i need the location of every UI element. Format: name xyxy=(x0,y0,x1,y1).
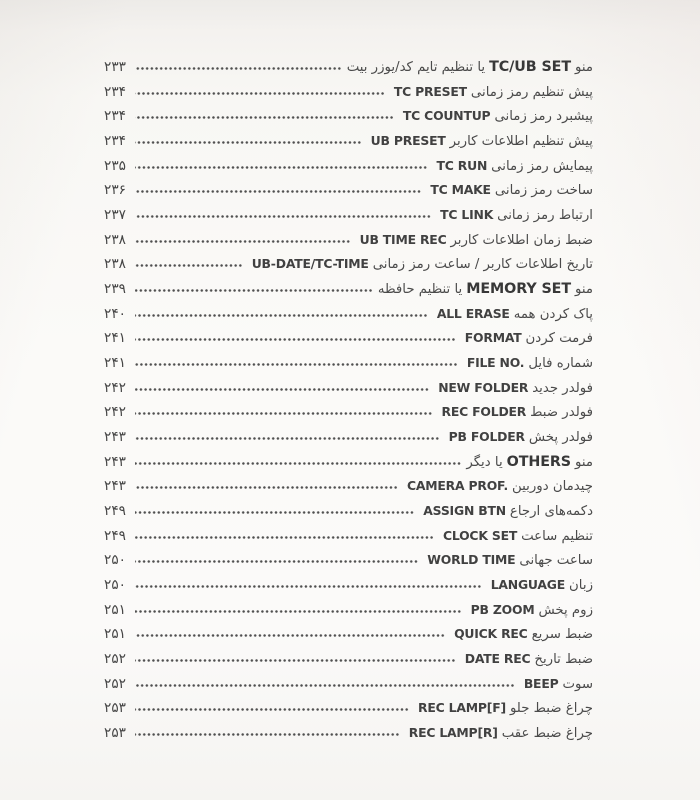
toc-entry-title xyxy=(426,177,593,204)
dot-leader xyxy=(135,165,428,170)
toc-entry-page-number: ۲۳۸ xyxy=(104,231,126,248)
dot-leader xyxy=(135,633,445,638)
toc-entry-page-number: ۲۴۹ xyxy=(104,503,126,520)
toc-entry xyxy=(99,202,593,227)
toc-entry-page-number: ۲۴۰ xyxy=(104,305,126,322)
toc-entry-title xyxy=(248,251,593,278)
toc-entry-page-number: ۲۴۳ xyxy=(104,429,126,446)
toc-entry-page-number: ۲۳۸ xyxy=(104,256,126,273)
toc-entry-term-en: REC LAMP[R] xyxy=(408,725,498,741)
dot-leader xyxy=(135,485,398,490)
toc-entry-term-en: TC LINK xyxy=(440,207,494,223)
toc-entry-prefix-fa: ارتباط رمز زمانی xyxy=(497,208,593,224)
dot-leader xyxy=(135,362,458,367)
toc-entry-title xyxy=(487,572,593,599)
toc-entry-prefix-fa: فولدر پخش xyxy=(528,430,593,446)
toc-entry-prefix-fa: پاک کردن همه xyxy=(513,306,593,322)
toc-entry-term-en: PB FOLDER xyxy=(448,429,525,445)
toc-entry-title xyxy=(405,720,593,747)
dot-leader xyxy=(135,66,342,71)
toc-entry-prefix-fa: سوت xyxy=(562,676,593,692)
dot-leader xyxy=(135,461,461,466)
toc-entry xyxy=(99,251,593,276)
toc-entry xyxy=(99,597,593,622)
toc-entry xyxy=(99,621,593,646)
toc-entry-page-number: ۲۳۵ xyxy=(104,157,126,174)
toc-entry-term-en: CAMERA PROF. xyxy=(406,478,509,494)
toc-entry-page-number: ۲۳۴ xyxy=(104,108,126,125)
toc-entry-term-en: BEEP xyxy=(523,675,559,691)
toc-entry-term-en: TC MAKE xyxy=(430,182,491,198)
toc-entry-title xyxy=(419,498,593,525)
toc-entry-title xyxy=(467,597,593,624)
toc-entry-term-en: UB TIME REC xyxy=(359,231,447,247)
toc-entry-title xyxy=(461,325,593,352)
toc-entry xyxy=(99,671,593,696)
toc-entry-prefix-fa: چراغ ضبط عقب xyxy=(501,726,593,742)
toc-entry-title xyxy=(433,153,593,180)
dot-leader xyxy=(135,559,418,564)
toc-entry-page-number: ۲۵۰ xyxy=(104,577,126,594)
dot-leader xyxy=(135,510,414,515)
toc-entry-title xyxy=(399,103,593,130)
toc-entry-term-en: OTHERS xyxy=(506,453,571,470)
toc-entry-term-en: PB ZOOM xyxy=(470,601,535,617)
toc-entry-term-en: ALL ERASE xyxy=(436,305,510,321)
dot-leader xyxy=(135,313,428,318)
toc-entry-title xyxy=(463,350,593,377)
toc-entry xyxy=(99,424,593,449)
toc-entry xyxy=(99,350,593,375)
toc-entry-page-number: ۲۴۱ xyxy=(104,330,126,347)
toc-entry-term-en: TC PRESET xyxy=(393,83,467,99)
toc-entry-prefix-fa: شماره فایل xyxy=(528,356,593,372)
table-of-contents xyxy=(99,54,593,745)
toc-entry-page-number: ۲۳۶ xyxy=(104,182,126,199)
toc-entry-title xyxy=(450,621,593,648)
toc-entry-term-en: TC/UB SET xyxy=(489,59,571,75)
toc-entry xyxy=(99,375,593,400)
toc-entry-term-en: ASSIGN BTN xyxy=(423,503,506,519)
dot-leader xyxy=(135,584,482,589)
toc-entry-prefix-fa: دکمه‌های ارجاع xyxy=(509,504,593,520)
toc-entry-page-number: ۲۵۲ xyxy=(104,651,126,668)
dot-leader xyxy=(135,609,462,614)
toc-entry-prefix-fa: تاریخ اطلاعات کاربر / ساعت رمز زمانی xyxy=(372,257,593,273)
toc-entry-suffix-fa: یا تنظیم حافظه xyxy=(377,282,463,298)
toc-entry-term-en: CLOCK SET xyxy=(442,527,518,543)
dot-leader xyxy=(135,263,243,268)
dot-leader xyxy=(135,535,434,540)
toc-entry xyxy=(99,399,593,424)
toc-entry-title xyxy=(367,128,593,155)
toc-entry-title xyxy=(461,646,593,673)
toc-entry xyxy=(99,498,593,523)
toc-entry xyxy=(99,128,593,153)
toc-entry-page-number: ۲۴۳ xyxy=(104,478,126,495)
toc-entry-title xyxy=(438,399,593,426)
toc-entry-title xyxy=(520,671,593,698)
toc-entry xyxy=(99,473,593,498)
toc-entry xyxy=(99,227,593,252)
toc-entry-term-en: MEMORY SET xyxy=(466,281,571,298)
toc-entry-term-en: NEW FOLDER xyxy=(438,379,529,395)
toc-entry-page-number: ۲۳۳ xyxy=(104,59,126,75)
dot-leader xyxy=(135,411,433,416)
toc-entry-prefix-fa: چراغ ضبط جلو xyxy=(509,701,593,717)
toc-entry-prefix-fa: چیدمان دوربین xyxy=(512,479,593,495)
toc-entry xyxy=(99,54,593,79)
toc-entry-page-number: ۲۳۷ xyxy=(104,207,126,224)
toc-entry-page-number: ۲۴۱ xyxy=(104,355,126,372)
toc-entry-term-en: LANGUAGE xyxy=(490,577,566,593)
toc-entry-title xyxy=(403,473,593,500)
toc-entry xyxy=(99,276,593,301)
toc-entry xyxy=(99,153,593,178)
toc-entry-prefix-fa: فرمت کردن xyxy=(525,331,593,347)
toc-entry-title xyxy=(378,276,593,303)
toc-entry xyxy=(99,325,593,350)
toc-entry-prefix-fa: منو xyxy=(574,454,593,470)
toc-entry-suffix-fa: یا تنظیم تایم کد/یوزر بیت xyxy=(346,60,486,75)
toc-entry xyxy=(99,695,593,720)
toc-entry xyxy=(99,523,593,548)
toc-entry-term-en: REC FOLDER xyxy=(441,404,527,420)
toc-entry xyxy=(99,547,593,572)
toc-entry xyxy=(99,79,593,104)
toc-entry-prefix-fa: پیمایش رمز زمانی xyxy=(491,158,593,174)
dot-leader xyxy=(135,387,429,392)
dot-leader xyxy=(135,732,400,737)
toc-entry-page-number: ۲۵۱ xyxy=(104,626,126,643)
toc-entry-prefix-fa: زبان xyxy=(569,578,593,594)
dot-leader xyxy=(135,189,421,194)
toc-entry-page-number: ۲۴۹ xyxy=(104,527,126,544)
toc-entry xyxy=(99,177,593,202)
toc-entry xyxy=(99,646,593,671)
dot-leader xyxy=(135,239,351,244)
toc-entry-prefix-fa: ضبط زمان اطلاعات کاربر xyxy=(450,232,593,248)
dot-leader xyxy=(135,658,456,663)
toc-entry-prefix-fa: پیشبرد رمز زمانی xyxy=(494,109,593,125)
toc-entry xyxy=(99,720,593,745)
toc-entry-title xyxy=(436,202,593,229)
toc-entry-term-en: FILE NO. xyxy=(466,355,525,371)
toc-entry-prefix-fa: فولدر ضبط xyxy=(530,405,593,421)
dot-leader xyxy=(135,683,515,688)
toc-entry-page-number: ۲۳۹ xyxy=(104,281,126,298)
dot-leader xyxy=(135,214,431,219)
toc-entry-prefix-fa: فولدر جدید xyxy=(532,380,593,396)
toc-entry-title xyxy=(347,54,593,81)
toc-entry-title xyxy=(390,79,593,106)
toc-entry-suffix-fa: یا دیگر xyxy=(466,454,503,470)
toc-entry-prefix-fa: تنظیم ساعت xyxy=(521,528,593,544)
toc-entry-term-en: WORLD TIME xyxy=(427,552,516,568)
toc-entry-prefix-fa: پیش تنظیم رمز زمانی xyxy=(470,84,593,100)
toc-entry-title xyxy=(466,449,593,476)
dot-leader xyxy=(135,115,394,120)
dot-leader xyxy=(135,91,385,96)
toc-entry-prefix-fa: زوم پخش xyxy=(538,602,593,618)
toc-entry xyxy=(99,103,593,128)
toc-entry-title xyxy=(423,547,593,574)
toc-entry-term-en: FORMAT xyxy=(464,330,522,346)
toc-entry-page-number: ۲۳۴ xyxy=(104,83,126,100)
toc-entry-term-en: QUICK REC xyxy=(454,626,528,642)
toc-entry-page-number: ۲۵۰ xyxy=(104,552,126,569)
toc-entry-page-number: ۲۴۳ xyxy=(104,453,126,470)
toc-entry-term-en: TC COUNTUP xyxy=(402,108,491,124)
toc-entry xyxy=(99,301,593,326)
toc-entry-page-number: ۲۵۳ xyxy=(104,700,126,717)
toc-entry-term-en: TC RUN xyxy=(436,157,488,173)
toc-entry-page-number: ۲۵۱ xyxy=(104,601,126,618)
dot-leader xyxy=(135,140,362,145)
dot-leader xyxy=(135,337,456,342)
dot-leader xyxy=(135,707,409,712)
toc-entry-term-en: UB PRESET xyxy=(370,133,446,149)
toc-entry xyxy=(99,572,593,597)
toc-entry-prefix-fa: منو xyxy=(574,282,593,298)
toc-entry-page-number: ۲۴۲ xyxy=(104,379,126,396)
toc-entry-term-en: REC LAMP[F] xyxy=(418,700,506,716)
toc-entry-prefix-fa: ساعت جهانی xyxy=(519,553,593,569)
toc-entry-term-en: DATE REC xyxy=(464,651,531,667)
toc-entry-page-number: ۲۵۲ xyxy=(104,675,126,692)
toc-entry-prefix-fa: ضبط سریع xyxy=(531,627,593,643)
toc-entry-prefix-fa: ضبط تاریخ xyxy=(534,652,593,668)
toc-entry-prefix-fa: ساخت رمز زمانی xyxy=(494,183,593,199)
toc-entry-title xyxy=(414,695,593,722)
toc-entry-page-number: ۲۴۲ xyxy=(104,404,126,421)
dot-leader xyxy=(135,288,373,293)
toc-entry-title xyxy=(439,523,593,550)
toc-entry-page-number: ۲۳۴ xyxy=(104,133,126,150)
toc-entry-prefix-fa: منو xyxy=(574,60,593,75)
toc-entry-prefix-fa: پیش تنظیم اطلاعات کاربر xyxy=(449,134,593,150)
toc-entry-title xyxy=(445,424,593,451)
toc-entry-term-en: UB-DATE/TC-TIME xyxy=(251,256,369,272)
toc-entry-page-number: ۲۵۳ xyxy=(104,725,126,742)
toc-entry-title xyxy=(434,375,593,402)
toc-entry xyxy=(99,449,593,474)
toc-entry-title xyxy=(356,227,593,254)
dot-leader xyxy=(135,436,440,441)
toc-entry-title xyxy=(433,301,593,328)
